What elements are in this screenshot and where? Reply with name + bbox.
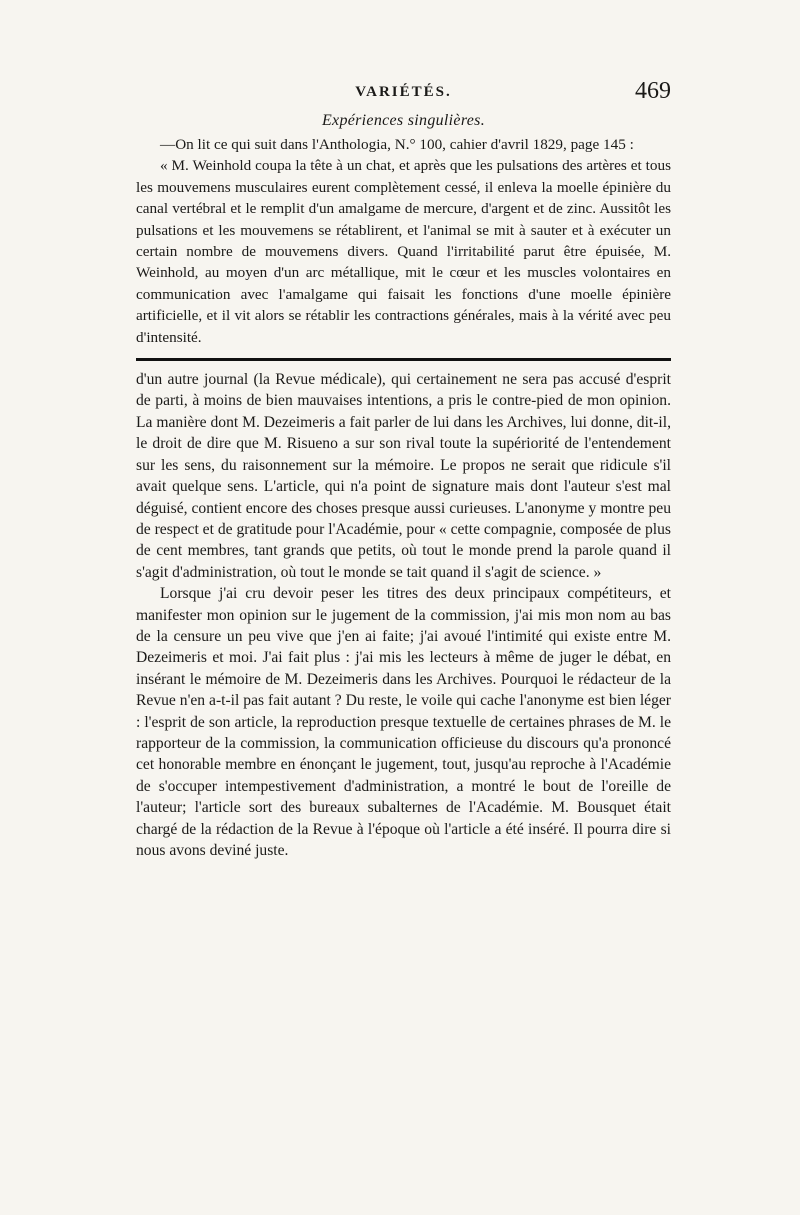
book-page xyxy=(136,78,671,861)
upper-article xyxy=(136,134,671,348)
lower-paragraph-1: d'un autre journal (la Revue médicale), qui certainement ne sera pas accusé d'esprit de parti, à moins de bien mauvaises intentions, a pris le contre-pied de mon opinion. La manière dont M. Dezeimeris a fait parler de lui dans les Archives, lui donne, dit-il, le droit de dire que M. Risueno a sur son rival toute la supériorité de l'entendement sur les sens, du raisonnement sur la mémoire. Le propos ne serait que ridicule s'il avait quelque sens. L'article, qui n'a point de signature mais dont l'auteur s'est mal déguisé, contient encore des choses presque aussi curieuses. L'anonyme y montre peu de respect et de gratitude pour l'Académie, pour « cette compagnie, composée de plus de cent membres, tant grands que petits, où tout le monde prend la parole quand il s'agit d'administration, où tout le monde se tait quand il s'agit de science. » xyxy=(136,371,671,581)
separator-rule xyxy=(136,358,671,361)
running-head xyxy=(136,78,671,108)
lower-article xyxy=(136,369,671,861)
upper-paragraph-1: —On lit ce qui suit dans l'Anthologia, N.° 100, cahier d'avril 1829, page 145 : xyxy=(160,136,634,153)
lower-paragraph-2: Lorsque j'ai cru devoir peser les titres des deux principaux compétiteurs, et manifester mon opinion sur le jugement de la commission, j'ai mis mon nom au bas de la censure un peu vive que j'en ai faite; j'ai avoué l'intimité qui existe entre M. Dezeimeris et moi. J'ai fait plus : j'ai mis les lecteurs à même de juger le débat, en insérant le mémoire de M. Dezeimeris dans les Archives. Pourquoi le rédacteur de la Revue n'en a-t-il pas fait autant ? Du reste, le voile qui cache l'anonyme est bien léger : l'esprit de son article, la reproduction presque textuelle de certaines phrases de M. le rapporteur de la commission, la communication officieuse du discours qu'a prononcé cet honorable membre en énonçant le jugement, tout, jusqu'au reproche à l'Académie de s'occuper intempestivement d'administration, a montré le bout de l'oreille de l'auteur; l'article sort des bureaux subalternes de l'Académie. M. Bousquet était chargé de la rédaction de la Revue à l'époque où l'article a été inséré. Il pourra dire si nous avons deviné juste. xyxy=(136,585,671,859)
page-number: 469 xyxy=(635,78,671,104)
upper-paragraph-2: « M. Weinhold coupa la tête à un chat, et après que les pulsations des artères et tous les mouvemens musculaires eurent complètement cessé, il enleva la moelle épinière du canal vertébral et le remplit d'un amalgame de mercure, d'argent et de zinc. Aussitôt les pulsations et les mouvemens se rétablirent, et l'animal se mit à sauter et à exécuter un certain nombre de mouvemens divers. Quand l'irritabilité parut être épuisée, M. Weinhold, au moyen d'un arc métallique, mit le cœur et les muscles volontaires en communication avec l'amalgame qui faisait les fonctions d'une moelle épinière artificielle, et il vit alors se rétablir les contractions générales, mais à la vérité avec peu d'intensité. xyxy=(136,157,671,346)
running-title: VARIÉTÉS. xyxy=(355,84,452,100)
section-title: Expériences singulières. xyxy=(321,112,485,129)
